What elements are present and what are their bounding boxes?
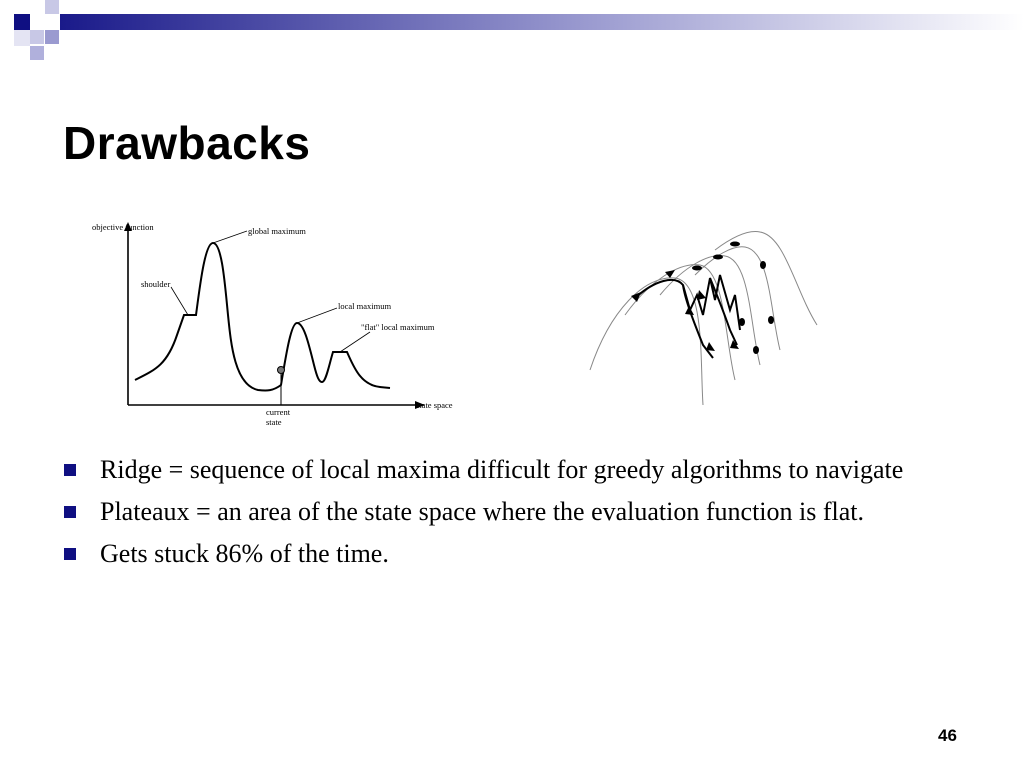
deco-square xyxy=(30,30,44,44)
deco-square xyxy=(45,0,59,14)
bullet-text: Ridge = sequence of local maxima difficult for greedy algorithms to navigate xyxy=(100,455,904,484)
ridge-node xyxy=(739,318,745,326)
global-maximum-leader xyxy=(213,231,247,243)
square-bullet-icon xyxy=(64,506,76,518)
deco-square xyxy=(45,30,59,44)
label-local-maximum: local maximum xyxy=(338,301,392,311)
label-state-space: state space xyxy=(416,400,453,410)
deco-square xyxy=(14,30,30,46)
label-shoulder: shoulder xyxy=(141,279,171,289)
bullet-list xyxy=(62,453,982,579)
bullet-item xyxy=(62,453,982,486)
ridge-arrowhead xyxy=(685,306,694,315)
ridge-arrowhead xyxy=(706,342,715,351)
deco-square xyxy=(14,14,30,30)
ridge-arrowhead xyxy=(697,290,706,300)
label-current: current xyxy=(266,407,291,417)
ridge-curve xyxy=(695,247,780,350)
header-gradient-bar xyxy=(60,14,1024,30)
deco-square xyxy=(45,14,59,30)
ridge-figure xyxy=(585,220,825,410)
label-objective-function: objective function xyxy=(92,222,154,232)
square-bullet-icon xyxy=(64,464,76,476)
square-bullet-icon xyxy=(64,548,76,560)
ridge-node xyxy=(760,261,766,269)
current-state-marker xyxy=(278,367,285,374)
ridge-node xyxy=(753,346,759,354)
label-state: state xyxy=(266,417,282,427)
bullet-item xyxy=(62,495,982,528)
ridge-node xyxy=(730,242,740,247)
bullet-text: Plateaux = an area of the state space where the evaluation function is flat. xyxy=(100,497,865,526)
slide-title: Drawbacks xyxy=(63,117,311,169)
label-global-maximum: global maximum xyxy=(248,226,306,236)
landscape-curve xyxy=(135,243,390,390)
local-maximum-leader xyxy=(297,308,337,323)
shoulder-leader xyxy=(171,287,188,315)
bullet-item xyxy=(62,537,982,570)
bullet-text: Gets stuck 86% of the time. xyxy=(100,539,389,568)
ridge-node xyxy=(692,266,702,271)
state-space-landscape-figure xyxy=(85,215,475,430)
flat-local-maximum-leader xyxy=(340,332,370,352)
page-number: 46 xyxy=(938,726,957,745)
deco-square xyxy=(30,46,44,60)
header-decoration xyxy=(0,0,1024,70)
ridge-node xyxy=(713,255,723,260)
label-flat-local-maximum: "flat" local maximum xyxy=(361,322,435,332)
ridge-node xyxy=(768,316,774,324)
